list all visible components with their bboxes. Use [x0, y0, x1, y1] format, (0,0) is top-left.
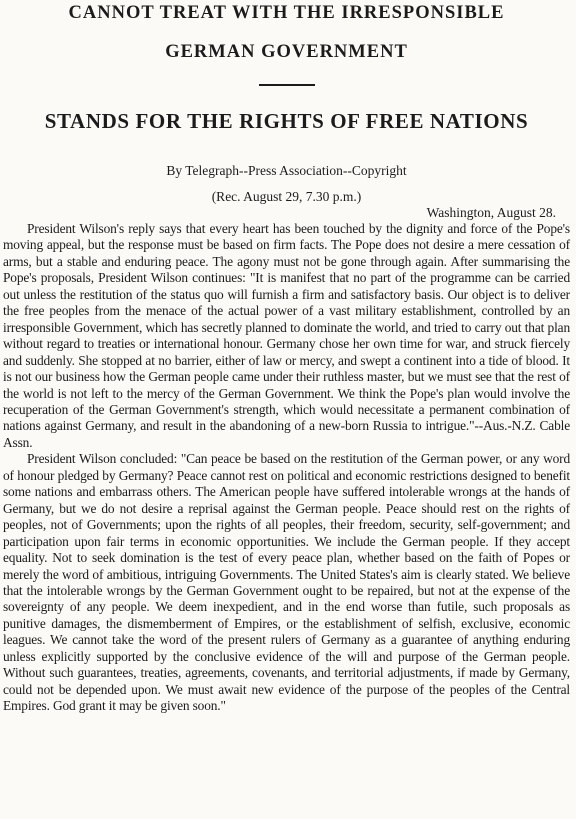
- dateline: Washington, August 28.: [426, 205, 556, 220]
- headline-line-2: GERMAN GOVERNMENT: [165, 42, 408, 62]
- article-body: [3, 221, 570, 715]
- headline-line-1: CANNOT TREAT WITH THE IRRESPONSIBLE: [68, 3, 505, 23]
- divider-rule: [259, 84, 315, 86]
- article-paragraph-2: President Wilson concluded: "Can peace be based on the restitution of the German power, or any word of honour pledged by Germany? Peace cannot rest on political and economic restrictions designed to benefit some nations and embarrass others. The American people have suffered intolerable wrongs at the hands of Germany, but we do not desire a reprisal against the German people. Peace should rest on the rights of peoples, not of Governments; upon the rights of all peoples, their freedom, security, self-government; and participation upon fair terms in economic opportunities. We include the German people. If they accept equality. Not to seek domination is the test of every peace plan, whether based on the faith of Popes or merely the word of ambitious, intriguing Governments. The United States's aim is clearly stated. We believe that the intolerable wrongs by the German Government ought to be repaired, but not at the expense of the sovereignty of any people. We deem inexpedient, and in the end worse than futile, such proposals as punitive damages, the dismemberment of Empires, or the establishment of selfish, exclusive, economic leagues. We cannot take the word of the present rulers of Germany as a guarantee of anything enduring unless explicitly supported by the conclusive evidence of the will and purpose of the German people. Without such guarantees, treaties, agreements, covenants, and territorial adjustments, if made by Germany, could not be depended upon. We must await new evidence of the purpose of the peoples of the Central Empires. God grant it may be given soon.": [3, 451, 570, 714]
- subheadline: STANDS FOR THE RIGHTS OF FREE NATIONS: [44, 109, 529, 133]
- byline: By Telegraph--Press Association--Copyright: [166, 163, 407, 178]
- received-note: (Rec. August 29, 7.30 p.m.): [211, 189, 362, 204]
- article-paragraph-1: President Wilson's reply says that every heart has been touched by the dignity and force of the Pope's moving appeal, but the response must be based on firm facts. The Pope does not desire a mere cessation of arms, but a stable and enduring peace. The agony must not be gone through again. After summarising the Pope's proposals, President Wilson continues: "It is manifest that no part of the programme can be carried out unless the restitution of the status quo will furnish a firm and satisfactory basis. Our object is to deliver the free peoples from the menace of the actual power of a vast military establishment, controlled by an irresponsible Government, which has secretly planned to dominate the world, and tried to carry out that plan without regard to treaties or international honour. Germany chose her own time for war, and struck fiercely and suddenly. She stopped at no barrier, either of law or mercy, and swept a continent into a tide of blood. It is not our business how the German people came under their ruthless master, but we must see that the rest of the world is not left to the mercy of the German Government. We think the Pope's plan would involve the recuperation of the German Government's strength, which would necessitate a permanent combination of nations against Germany, and result in the abandoning of a new-born Russia to intrigue."--Aus.-N.Z. Cable Assn.: [3, 221, 570, 450]
